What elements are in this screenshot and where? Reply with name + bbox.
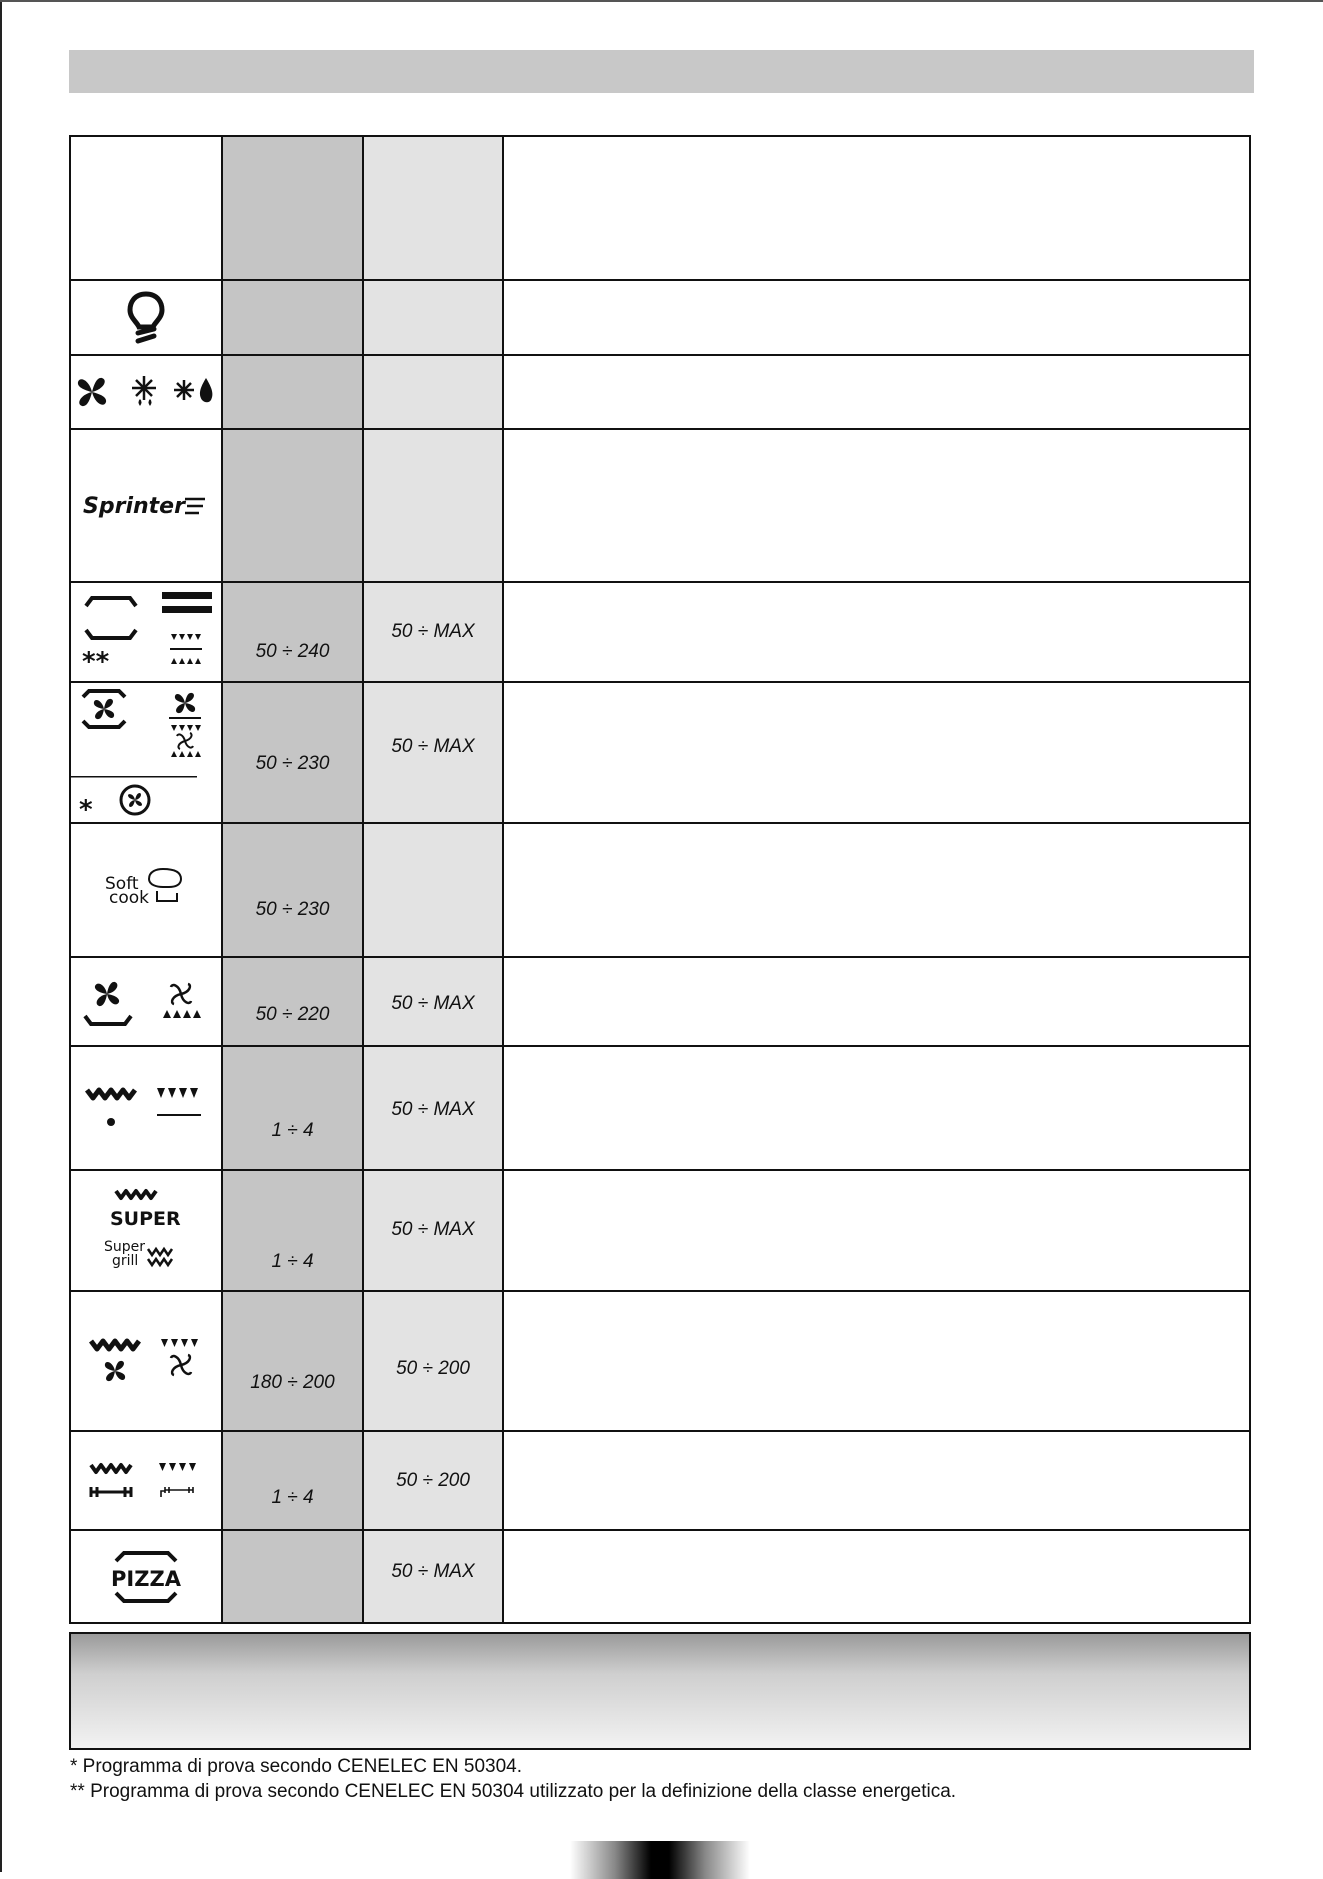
icon-cell <box>71 430 223 581</box>
temp-range: 1 ÷ 4 <box>271 1251 314 1272</box>
svg-text:PIZZA: PIZZA <box>111 1566 181 1591</box>
soft-cook-icon <box>101 865 191 915</box>
temp-cell <box>223 1432 364 1529</box>
max-range: 50 ÷ MAX <box>391 993 475 1014</box>
temp-cell <box>223 583 364 681</box>
description-cell <box>504 1531 1249 1622</box>
svg-text:**: ** <box>82 647 110 677</box>
conventional-heating-icon <box>76 586 216 678</box>
svg-text:*: * <box>79 795 93 822</box>
table-row-pizza <box>71 1531 1249 1622</box>
max-cell <box>364 1047 504 1169</box>
max-cell <box>364 137 504 279</box>
icon-cell <box>71 1171 223 1290</box>
description-cell <box>504 1292 1249 1430</box>
temp-cell <box>223 1047 364 1169</box>
table-row-rotisserie <box>71 1432 1249 1531</box>
header-bar <box>69 50 1254 93</box>
svg-text:Super: Super <box>104 1238 146 1255</box>
table-row-fan-forced <box>71 683 1249 824</box>
defrost-icon <box>74 372 218 412</box>
description-cell <box>504 137 1249 279</box>
super-grill-icon <box>86 1179 206 1283</box>
description-cell <box>504 1171 1249 1290</box>
svg-text:cook: cook <box>109 888 149 908</box>
pizza-icon <box>106 1549 186 1605</box>
description-cell <box>504 281 1249 354</box>
description-cell <box>504 583 1249 681</box>
temp-cell <box>223 1292 364 1430</box>
page-number-tab <box>570 1841 750 1879</box>
rotisserie-icon <box>81 1453 211 1509</box>
svg-text:grill: grill <box>112 1252 139 1269</box>
max-cell <box>364 683 504 822</box>
icon-cell <box>71 281 223 354</box>
description-cell <box>504 356 1249 428</box>
icon-cell <box>71 683 223 822</box>
fan-grill-icon <box>81 1329 211 1393</box>
temp-range: 180 ÷ 200 <box>250 1372 335 1393</box>
icon-cell <box>71 1047 223 1169</box>
icon-cell <box>71 583 223 681</box>
max-cell <box>364 281 504 354</box>
max-cell <box>364 356 504 428</box>
sprinter-icon <box>81 489 211 523</box>
table-row-fan-grill <box>71 1292 1249 1432</box>
temp-range: 50 ÷ 230 <box>255 753 330 774</box>
fan-forced-icon <box>71 683 221 822</box>
max-cell <box>364 1432 504 1529</box>
footer-gradient-box <box>69 1632 1251 1750</box>
svg-text:Soft: Soft <box>105 874 139 894</box>
max-cell <box>364 958 504 1045</box>
temp-cell <box>223 1171 364 1290</box>
description-cell <box>504 1432 1249 1529</box>
icon-cell <box>71 1292 223 1430</box>
temp-cell <box>223 137 364 279</box>
max-range: 50 ÷ MAX <box>391 736 475 757</box>
temp-range: 50 ÷ 220 <box>255 1004 330 1025</box>
fan-bottom-heat-icon <box>81 972 211 1032</box>
lamp-icon <box>126 291 166 345</box>
max-range: 50 ÷ 200 <box>396 1470 470 1491</box>
table-row-conventional <box>71 583 1249 683</box>
temp-range: 1 ÷ 4 <box>271 1120 314 1141</box>
temp-cell <box>223 281 364 354</box>
temp-cell <box>223 958 364 1045</box>
table-row-defrost <box>71 356 1249 430</box>
temp-cell <box>223 824 364 956</box>
icon-cell <box>71 958 223 1045</box>
table-row-soft-cook <box>71 824 1249 958</box>
max-cell <box>364 583 504 681</box>
oven-functions-table <box>69 135 1251 1624</box>
svg-text:Sprinter: Sprinter <box>83 493 185 519</box>
max-range: 50 ÷ MAX <box>391 1561 475 1582</box>
icon-cell <box>71 1432 223 1529</box>
page-border-top <box>0 0 1323 2</box>
description-cell <box>504 824 1249 956</box>
temp-range: 1 ÷ 4 <box>271 1487 314 1508</box>
description-cell <box>504 1047 1249 1169</box>
temp-cell <box>223 683 364 822</box>
icon-cell <box>71 356 223 428</box>
table-row-sprinter <box>71 430 1249 583</box>
temp-range: 50 ÷ 230 <box>255 899 330 920</box>
max-cell <box>364 1292 504 1430</box>
svg-text:SUPER: SUPER <box>110 1207 181 1230</box>
grill-icon <box>81 1078 211 1138</box>
temp-cell <box>223 1531 364 1622</box>
max-cell <box>364 1531 504 1622</box>
max-range: 50 ÷ MAX <box>391 621 475 642</box>
page-border-left <box>0 0 2 1872</box>
description-cell <box>504 683 1249 822</box>
max-cell <box>364 824 504 956</box>
max-range: 50 ÷ 200 <box>396 1358 470 1379</box>
icon-cell <box>71 137 223 279</box>
temp-range: 50 ÷ 240 <box>255 641 330 662</box>
table-row-header <box>71 137 1249 281</box>
max-cell <box>364 430 504 581</box>
icon-cell <box>71 1531 223 1622</box>
temp-cell <box>223 430 364 581</box>
table-row-super-grill <box>71 1171 1249 1292</box>
table-row-lamp <box>71 281 1249 356</box>
temp-cell <box>223 356 364 428</box>
footnote-test-program: * Programma di prova secondo CENELEC EN 50304. <box>70 1756 523 1777</box>
table-row-grill <box>71 1047 1249 1171</box>
description-cell <box>504 958 1249 1045</box>
max-range: 50 ÷ MAX <box>391 1219 475 1240</box>
description-cell <box>504 430 1249 581</box>
max-range: 50 ÷ MAX <box>391 1099 475 1120</box>
icon-cell <box>71 824 223 956</box>
table-row-fan-bottom <box>71 958 1249 1047</box>
max-cell <box>364 1171 504 1290</box>
footnote-energy-class: ** Programma di prova secondo CENELEC EN 50304 utilizzato per la definizione della classe energetica. <box>70 1781 957 1802</box>
